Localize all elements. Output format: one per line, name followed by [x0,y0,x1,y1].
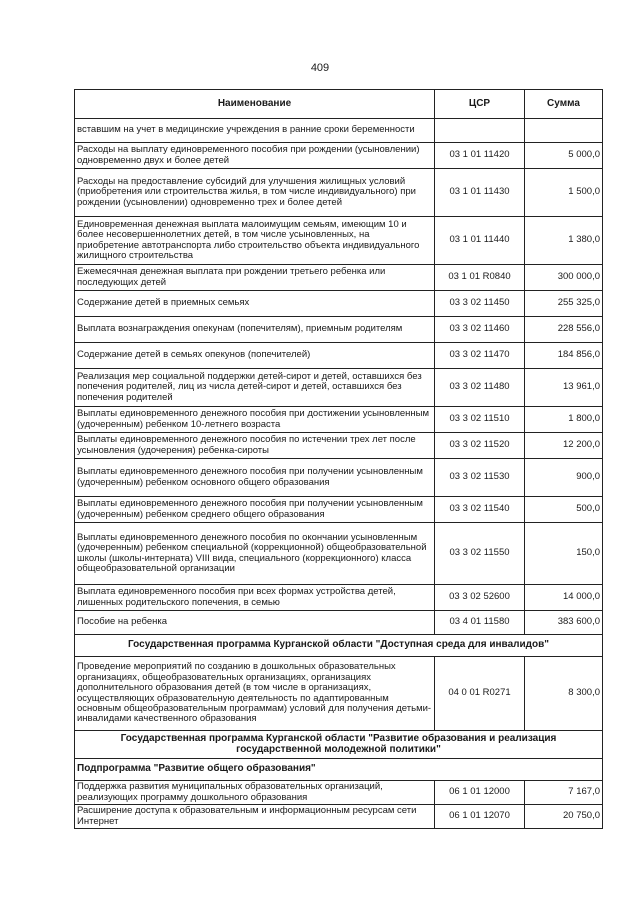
table-row [75,611,603,635]
row-amount: 300 000,0 [525,265,603,291]
row-code: 03 1 01 11430 [435,169,525,217]
row-amount: 255 325,0 [525,291,603,317]
column-header-name: Наименование [75,90,435,119]
row-amount: 900,0 [525,459,603,497]
row-code: 06 1 01 12000 [435,781,525,805]
row-code: 03 1 01 11440 [435,217,525,265]
row-amount: 383 600,0 [525,611,603,635]
subprogram-header-row [75,759,603,781]
row-code: 03 3 02 11460 [435,317,525,343]
table-row [75,343,603,369]
row-amount: 500,0 [525,497,603,523]
row-amount: 13 961,0 [525,369,603,407]
row-name: Единовременная денежная выплата малоимущим семьям, имеющим 10 и более несовершеннолетних детей, в том числе усыновленных, на приобретение автотранспорта либо строительство объекта индивидуального жилищного строительства [75,217,435,265]
table-row [75,805,603,829]
table-row [75,459,603,497]
table-row [75,265,603,291]
row-name: Ежемесячная денежная выплата при рождении третьего ребенка или последующих детей [75,265,435,291]
row-amount: 1 800,0 [525,407,603,433]
program-title: Государственная программа Курганской области "Развитие образования и реализация государственной молодежной политики" [75,731,603,759]
table-row [75,657,603,731]
row-name: Содержание детей в семьях опекунов (попечителей) [75,343,435,369]
row-code: 03 3 02 11520 [435,433,525,459]
row-code: 03 3 02 11450 [435,291,525,317]
row-name: Выплата вознаграждения опекунам (попечителям), приемным родителям [75,317,435,343]
row-name: Выплаты единовременного денежного пособия по окончании усыновленным (удочеренным) ребенком специальной (коррекционной) общеобразовательной школы (школы-интерната) VIII вида, специального (коррекционного) класса общеобразовательной организации [75,523,435,585]
table-row [75,169,603,217]
row-name: Выплаты единовременного денежного пособия при получении усыновленным (удочеренным) ребенком основного общего образования [75,459,435,497]
table-row [75,585,603,611]
row-amount: 7 167,0 [525,781,603,805]
row-amount [525,119,603,143]
row-code: 03 3 02 11480 [435,369,525,407]
table-row [75,781,603,805]
row-name: Расширение доступа к образовательным и информационным ресурсам сети Интернет [75,805,435,829]
row-name: Реализация мер социальной поддержки детей-сирот и детей, оставшихся без попечения родителей, лиц из числа детей-сирот и детей, оставшихся без попечения родителей [75,369,435,407]
row-amount: 14 000,0 [525,585,603,611]
column-header-amount: Сумма [525,90,603,119]
row-amount: 20 750,0 [525,805,603,829]
row-code [435,119,525,143]
table-row [75,119,603,143]
row-amount: 228 556,0 [525,317,603,343]
budget-table [74,89,603,829]
row-amount: 150,0 [525,523,603,585]
program-header-row [75,731,603,759]
row-name: вставшим на учет в медицинские учреждения в ранние сроки беременности [75,119,435,143]
table-row [75,369,603,407]
row-amount: 12 200,0 [525,433,603,459]
row-code: 03 3 02 11550 [435,523,525,585]
row-name: Расходы на предоставление субсидий для улучшения жилищных условий (приобретения или строительства жилья, в том числе индивидуального) при рождении (усыновлении) одновременно трех и более детей [75,169,435,217]
row-name: Выплата единовременного пособия при всех формах устройства детей, лишенных родительского попечения, в семью [75,585,435,611]
program-title: Государственная программа Курганской области "Доступная среда для инвалидов" [75,635,603,657]
page-number: 409 [310,62,330,74]
row-code: 03 3 02 11470 [435,343,525,369]
row-code: 06 1 01 12070 [435,805,525,829]
program-header-row [75,635,603,657]
table-header [75,90,603,119]
row-code: 03 3 02 11530 [435,459,525,497]
row-name: Поддержка развития муниципальных образовательных организаций, реализующих программу дошкольного образования [75,781,435,805]
table-row [75,291,603,317]
row-amount: 184 856,0 [525,343,603,369]
table-row [75,317,603,343]
row-code: 03 4 01 11580 [435,611,525,635]
row-name: Пособие на ребенка [75,611,435,635]
row-amount: 8 300,0 [525,657,603,731]
row-amount: 1 500,0 [525,169,603,217]
header-row [75,90,603,119]
row-code: 03 3 02 11510 [435,407,525,433]
table-row [75,407,603,433]
row-code: 04 0 01 R0271 [435,657,525,731]
table-row [75,497,603,523]
table-row [75,433,603,459]
row-amount: 1 380,0 [525,217,603,265]
table-row [75,143,603,169]
row-name: Выплаты единовременного денежного пособия при достижении усыновленным (удочеренным) ребенком 10-летнего возраста [75,407,435,433]
row-name: Содержание детей в приемных семьях [75,291,435,317]
table-body [75,119,603,829]
row-name: Расходы на выплату единовременного пособия при рождении (усыновлении) одновременно двух и более детей [75,143,435,169]
column-header-code: ЦСР [435,90,525,119]
row-name: Проведение мероприятий по созданию в дошкольных образовательных организациях, общеобразовательных организациях, организациях дополнительного образования детей (в том числе в организациях, осуществляющих образовательную деятельность по адаптированным основным общеобразовательным программам) условий для получения детьми-инвалидами качественного образования [75,657,435,731]
table-row [75,217,603,265]
row-code: 03 1 01 11420 [435,143,525,169]
row-name: Выплаты единовременного денежного пособия при получении усыновленным (удочеренным) ребенком среднего общего образования [75,497,435,523]
row-code: 03 3 02 52600 [435,585,525,611]
row-code: 03 3 02 11540 [435,497,525,523]
table-row [75,523,603,585]
row-amount: 5 000,0 [525,143,603,169]
subprogram-title: Подпрограмма "Развитие общего образования" [75,759,603,781]
row-code: 03 1 01 R0840 [435,265,525,291]
row-name: Выплаты единовременного денежного пособия по истечении трех лет после усыновления (удочерения) ребенка-сироты [75,433,435,459]
